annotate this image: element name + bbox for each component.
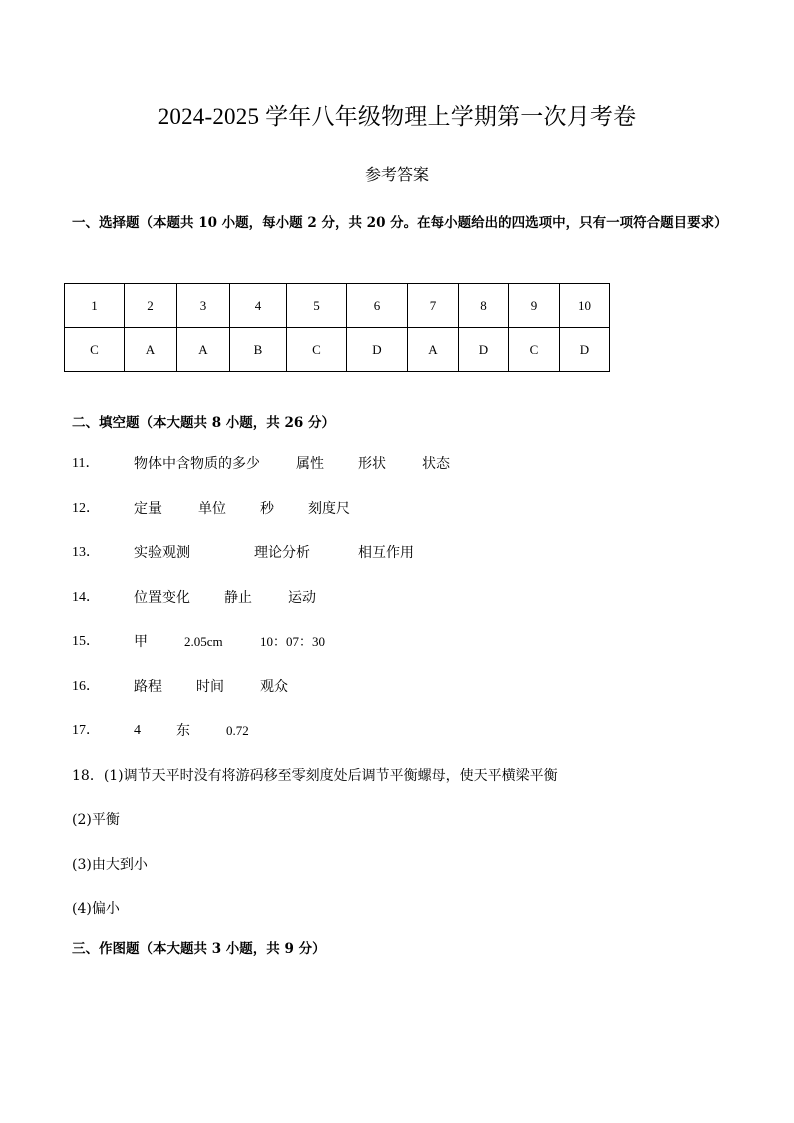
answer-blank: 相互作用: [358, 545, 414, 561]
answer-cell: A: [177, 328, 230, 372]
section-1-heading: 一、选择题（本题共 10 小题，每小题 2 分，共 20 分。在每小题给出的四选项中，只有一项符合题目要求）: [72, 215, 728, 231]
answer-blank: 东: [176, 723, 190, 739]
answer-blank: 属性: [296, 456, 324, 472]
question-number-cell: 7: [408, 284, 459, 328]
item-number: 16．: [72, 679, 100, 694]
answer-blank: 0.72: [226, 723, 249, 738]
answer-blank: 运动: [288, 590, 316, 606]
item-18-part-2: (2)平衡: [72, 812, 120, 828]
answer-blank: 形状: [358, 456, 386, 472]
question-number-cell: 5: [287, 284, 347, 328]
question-number-cell: 10: [560, 284, 610, 328]
item-18-part-4: (4)偏小: [72, 901, 120, 917]
answer-key-subtitle: 参考答案: [364, 165, 429, 184]
item-number: 15．: [72, 634, 100, 649]
answer-blank: 物体中含物质的多少: [134, 456, 260, 472]
exam-title: 2024-2025 学年八年级物理上学期第一次月考卷: [157, 104, 637, 129]
answer-cell: D: [459, 328, 509, 372]
item-18-part-1: 18．(1)调节天平时没有将游码移至零刻度处后调节平衡螺母，使天平横梁平衡: [72, 768, 558, 784]
answer-blank: 观众: [260, 679, 288, 695]
answer-blank: 位置变化: [134, 590, 190, 606]
question-number-cell: 1: [65, 284, 125, 328]
question-number-cell: 3: [177, 284, 230, 328]
answer-cell: B: [230, 328, 287, 372]
answer-blank: 10：07：30: [260, 634, 326, 649]
item-number: 14．: [72, 590, 100, 605]
answer-blank: 秒: [260, 501, 274, 517]
item-number: 13．: [72, 545, 100, 560]
question-number-cell: 8: [459, 284, 509, 328]
question-number-cell: 6: [347, 284, 408, 328]
item-number: 11．: [72, 456, 100, 471]
item-number: 17．: [72, 723, 100, 738]
answer-blank: 静止: [224, 590, 252, 606]
question-number-cell: 2: [125, 284, 177, 328]
answer-blank: 单位: [198, 501, 226, 517]
item-18-part-3: (3)由大到小: [72, 857, 148, 873]
answer-blank: 实验观测: [134, 545, 190, 561]
answer-blank: 4: [134, 723, 141, 738]
question-number-cell: 4: [230, 284, 287, 328]
answer-blank: 定量: [134, 501, 162, 517]
answer-cell: C: [509, 328, 560, 372]
question-number-row: [65, 284, 610, 328]
answer-blank: 理论分析: [254, 545, 310, 561]
answer-blank: 刻度尺: [308, 501, 350, 517]
section-3-heading: 三、作图题（本大题共 3 小题，共 9 分）: [72, 941, 326, 957]
answer-blank: 2.05cm: [184, 634, 223, 649]
answer-cell: C: [287, 328, 347, 372]
answer-blank: 时间: [196, 679, 224, 695]
answer-blank: 甲: [134, 634, 148, 650]
answer-blank: 路程: [134, 679, 162, 695]
answer-cell: D: [347, 328, 408, 372]
item-number: 12．: [72, 501, 100, 516]
multiple-choice-answer-table: [64, 283, 610, 372]
answer-cell: D: [560, 328, 610, 372]
answer-blank: 状态: [422, 456, 450, 472]
section-2-heading: 二、填空题（本大题共 8 小题，共 26 分）: [72, 415, 335, 431]
answer-cell: A: [125, 328, 177, 372]
answer-cell: C: [65, 328, 125, 372]
answer-cell: A: [408, 328, 459, 372]
question-number-cell: 9: [509, 284, 560, 328]
answer-row: [65, 328, 610, 372]
